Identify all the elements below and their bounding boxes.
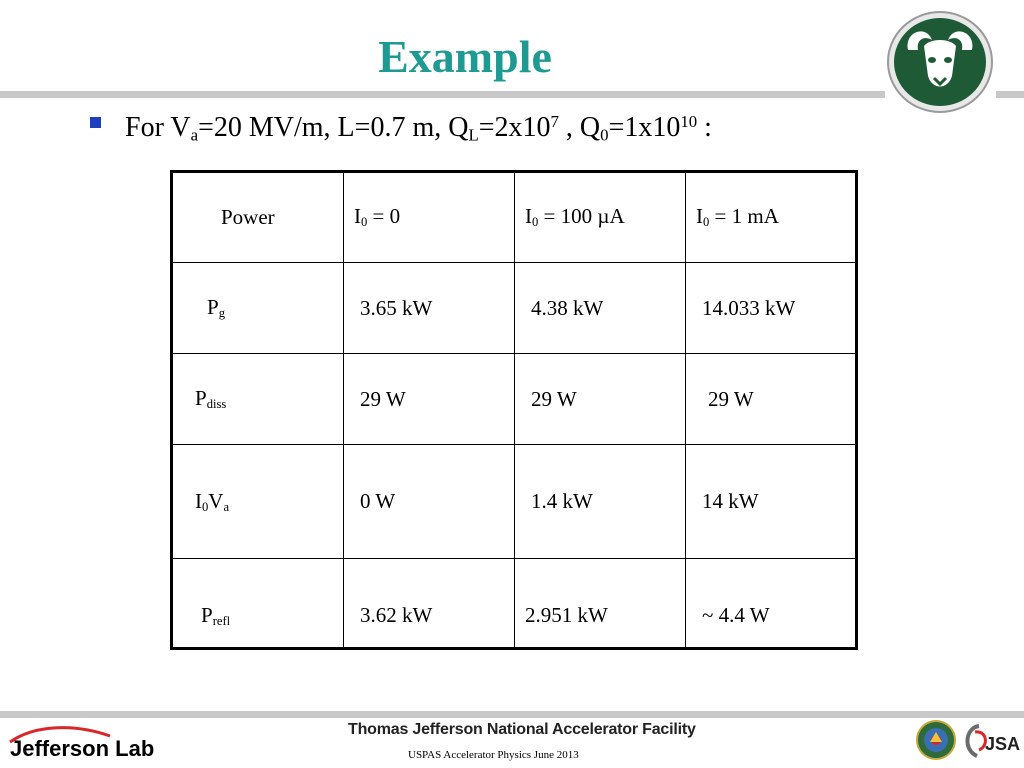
example-parameters [90, 112, 712, 145]
cell-value: 29 W [344, 354, 515, 445]
header-i0-1ma: $I_0 = 1$ mA [686, 172, 857, 263]
table-row-pdiss [172, 354, 857, 445]
cell-value: 29 W [515, 354, 686, 445]
power-table [170, 170, 858, 650]
svg-text:Jefferson Lab: Jefferson Lab [10, 736, 155, 761]
doe-seal-icon [916, 720, 956, 760]
row-label: $I_0V_a$ [172, 445, 344, 559]
cell-value: 1.4 kW [515, 445, 686, 559]
cell-value: ~ 4.4 W [686, 559, 857, 649]
cell-value: 29 W [686, 354, 857, 445]
table-header-row [172, 172, 857, 263]
ram-logo-icon [886, 10, 994, 114]
footer-divider [0, 711, 1024, 718]
row-label: $P_{diss}$ [172, 354, 344, 445]
cell-value: 14 kW [686, 445, 857, 559]
bullet-icon [90, 117, 101, 128]
header-power: Power [172, 172, 344, 263]
parameters-text: For $V_a=20$ MV/m, L=0.7 m, $Q_L=2x10^7$ , $Q_0=1x10^{10}$ : [125, 112, 712, 145]
header-divider-right [996, 91, 1024, 98]
header-divider [0, 91, 885, 98]
svg-text:JSA: JSA [985, 734, 1021, 754]
cell-value: 3.62 kW [344, 559, 515, 649]
cell-value: 14.033 kW [686, 263, 857, 354]
slide-title: Example [378, 31, 552, 82]
header-i0-100ua: $I_0 = 100$ µA [515, 172, 686, 263]
cell-value: 2.951 kW [515, 559, 686, 649]
footer-course: USPAS Accelerator Physics June 2013 [408, 749, 579, 761]
table-row-pg [172, 263, 857, 354]
table-row-i0va [172, 445, 857, 559]
cell-value: 0 W [344, 445, 515, 559]
jefferson-lab-logo-icon [6, 722, 166, 764]
jsa-logo-icon [961, 720, 1021, 762]
footer-organization: Thomas Jefferson National Accelerator Facility [348, 721, 696, 738]
cell-value: 3.65 kW [344, 263, 515, 354]
row-label: $P_g$ [172, 263, 344, 354]
table-row-prefl [172, 559, 857, 649]
row-label: $P_{refl}$ [172, 559, 344, 649]
cell-value: 4.38 kW [515, 263, 686, 354]
header-i0-zero: $I_0 = 0$ [344, 172, 515, 263]
